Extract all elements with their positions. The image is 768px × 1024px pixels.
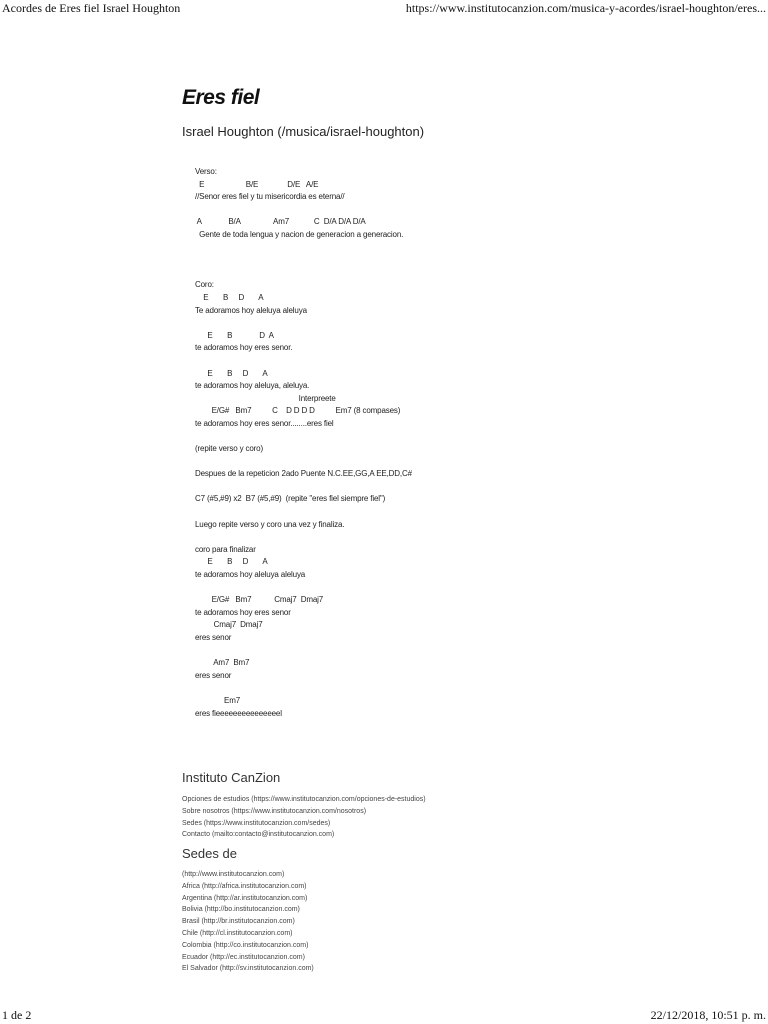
lyric-line: Te adoramos hoy aleluya aleluya <box>195 305 307 315</box>
institute-item <box>182 806 426 818</box>
sede-link[interactable]: Argentina (http://ar.institutocanzion.com) <box>182 894 308 902</box>
lyric-line: E/G# Bm7 Cmaj7 Dmaj7 <box>195 595 324 605</box>
sede-item <box>182 928 314 940</box>
institute-item <box>182 829 426 841</box>
lyrics-chords <box>195 166 412 720</box>
sedes-section-title: Sedes de <box>182 846 237 861</box>
lyric-line: Despues de la repeticion 2ado Puente N.C.EE,GG,A EE,DD,C# <box>195 469 412 479</box>
sede-item <box>182 916 314 928</box>
sede-link[interactable]: Ecuador (http://ec.institutocanzion.com) <box>182 953 305 961</box>
sede-link[interactable]: Chile (http://cl.institutocanzion.com) <box>182 929 293 937</box>
institute-item <box>182 818 426 830</box>
print-header-url: https://www.institutocanzion.com/musica-y-acordes/israel-houghton/eres... <box>405 1 766 15</box>
lyric-line: //Senor eres fiel y tu misericordia es eterna// <box>195 192 345 202</box>
lyric-line: coro para finalizar <box>195 544 256 554</box>
sede-link[interactable]: (http://www.institutocanzion.com) <box>182 871 285 878</box>
lyric-line: Coro: <box>195 280 214 290</box>
sede-link[interactable]: Bolivia (http://bo.institutocanzion.com) <box>182 906 300 914</box>
print-datetime: 22/12/2018, 10:51 p. m. <box>650 1008 766 1022</box>
lyric-line: Luego repite verso y coro una vez y finaliza. <box>195 519 345 529</box>
sedes-links <box>182 869 314 975</box>
sede-item <box>182 963 314 975</box>
lyric-line: E B D A <box>195 292 264 302</box>
lyric-line: eres senor <box>195 670 232 680</box>
print-header <box>0 0 768 18</box>
institute-item <box>182 794 426 806</box>
lyric-line: Verso: <box>195 167 217 176</box>
sede-item <box>182 869 314 881</box>
institute-link[interactable]: Opciones de estudios (https://www.institutocanzion.com/opciones-de-estudios) <box>182 796 426 803</box>
song-title: Eres fiel <box>182 86 260 109</box>
lyric-line: E B/E D/E A/E <box>195 179 319 189</box>
lyric-line: E B D A <box>195 368 268 378</box>
institute-links <box>182 794 426 841</box>
sede-item <box>182 904 314 916</box>
sede-item <box>182 940 314 952</box>
lyric-line: Am7 Bm7 <box>195 658 250 668</box>
sede-item <box>182 881 314 893</box>
sede-item <box>182 952 314 964</box>
print-header-title: Acordes de Eres fiel Israel Houghton <box>2 1 181 15</box>
lyric-line: E/G# Bm7 C D D D D Em7 (8 compases) <box>195 406 401 416</box>
lyric-line: te adoramos hoy aleluya aleluya <box>195 570 306 579</box>
institute-link[interactable]: Sedes (https://www.institutocanzion.com/sedes) <box>182 819 331 827</box>
lyric-line: eres senor <box>195 632 232 642</box>
lyric-line: E B D A <box>195 330 274 340</box>
page-number: 1 de 2 <box>2 1008 32 1022</box>
sede-item <box>182 893 314 905</box>
lyric-line: A B/A Am7 C D/A D/A D/A <box>195 217 366 227</box>
institute-section-title: Instituto CanZion <box>182 770 281 785</box>
institute-link[interactable]: Sobre nosotros (https://www.institutocanzion.com/nosotros) <box>182 807 367 815</box>
lyric-line: te adoramos hoy eres senor........eres fiel <box>195 418 334 428</box>
institute-link[interactable]: Contacto (mailto:contacto@institutocanzion.com) <box>182 831 335 839</box>
lyric-line: Cmaj7 Dmaj7 <box>195 620 263 630</box>
lyric-line: eres fieeeeeeeeeeeeeeel <box>195 708 282 718</box>
sede-link[interactable]: El Salvador (http://sv.institutocanzion.com) <box>182 965 314 973</box>
lyric-line: (repite verso y coro) <box>195 444 263 454</box>
lyric-line: C7 (#5,#9) x2 B7 (#5,#9) (repite "eres fiel siempre fiel") <box>195 494 386 504</box>
lyric-line: Gente de toda lengua y nacion de generacion a generacion. <box>195 229 404 239</box>
sede-link[interactable]: Africa (http://africa.institutocanzion.com) <box>182 882 307 890</box>
lyric-line: E B D A <box>195 557 268 567</box>
lyric-line: te adoramos hoy eres senor <box>195 607 291 617</box>
lyric-line: te adoramos hoy eres senor. <box>195 343 293 353</box>
lyric-line: te adoramos hoy aleluya, aleluya. <box>195 381 310 391</box>
sede-link[interactable]: Brasil (http://br.institutocanzion.com) <box>182 918 295 926</box>
lyric-line: Em7 <box>195 695 241 705</box>
lyric-line: Interpreete <box>195 393 336 403</box>
print-footer <box>0 1006 768 1024</box>
artist-link[interactable]: Israel Houghton (/musica/israel-houghton) <box>182 124 425 139</box>
sede-link[interactable]: Colombia (http://co.institutocanzion.com) <box>182 941 309 949</box>
